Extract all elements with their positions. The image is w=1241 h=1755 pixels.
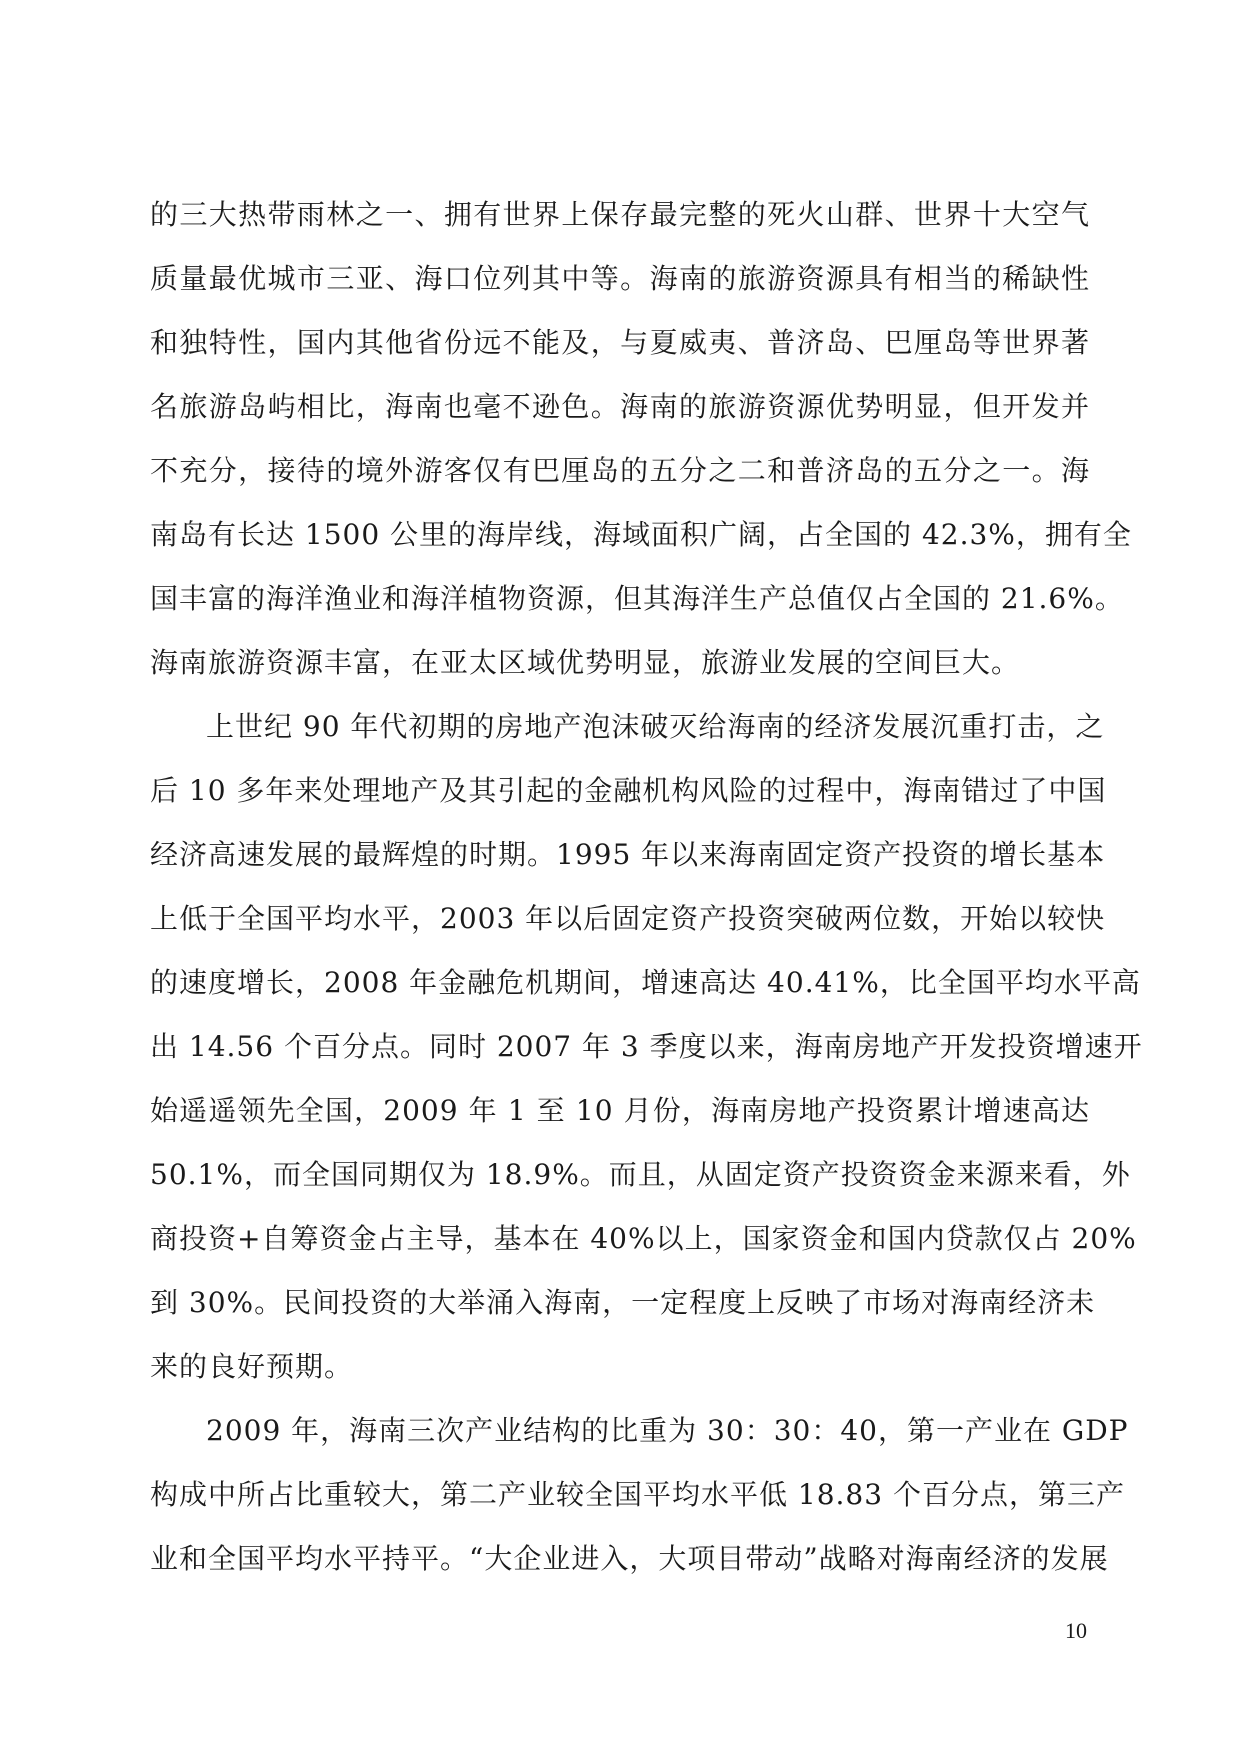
text-line: 业和全国平均水平持平。“大企业进入，大项目带动”战略对海南经济的发展 xyxy=(150,1542,1109,1575)
text-line: 后 10 多年来处理地产及其引起的金融机构风险的过程中，海南错过了中国 xyxy=(150,774,1107,807)
text-line: 的速度增长，2008 年金融危机期间，增速高达 40.41%，比全国平均水平高 xyxy=(150,966,1141,999)
text-line: 国丰富的海洋渔业和海洋植物资源，但其海洋生产总值仅占全国的 21.6%。 xyxy=(150,582,1124,615)
text-line: 的三大热带雨林之一、拥有世界上保存最完整的死火山群、世界十大空气 xyxy=(150,198,1090,231)
text-line: 构成中所占比重较大，第二产业较全国平均水平低 18.83 个百分点，第三产 xyxy=(150,1478,1125,1511)
text-line: 经济高速发展的最辉煌的时期。1995 年以来海南固定资产投资的增长基本 xyxy=(150,838,1106,871)
text-line: 不充分，接待的境外游客仅有巴厘岛的五分之二和普济岛的五分之一。海 xyxy=(150,454,1090,487)
text-line: 来的良好预期。 xyxy=(150,1350,354,1383)
text-line: 到 30%。民间投资的大举涌入海南，一定程度上反映了市场对海南经济未 xyxy=(150,1286,1096,1319)
page-number: 10 xyxy=(1065,1618,1087,1643)
text-line: 质量最优城市三亚、海口位列其中等。海南的旅游资源具有相当的稀缺性 xyxy=(150,262,1090,295)
text-line: 南岛有长达 1500 公里的海岸线，海域面积广阔，占全国的 42.3%，拥有全 xyxy=(150,518,1132,551)
text-line: 2009 年，海南三次产业结构的比重为 30：30：40，第一产业在 GDP xyxy=(206,1414,1129,1447)
text-line: 名旅游岛屿相比，海南也毫不逊色。海南的旅游资源优势明显，但开发并 xyxy=(150,390,1090,423)
text-line: 商投资+自筹资金占主导，基本在 40%以上，国家资金和国内贷款仅占 20% xyxy=(150,1222,1137,1255)
text-line: 海南旅游资源丰富，在亚太区域优势明显，旅游业发展的空间巨大。 xyxy=(150,646,1021,679)
text-line: 上低于全国平均水平，2003 年以后固定资产投资突破两位数，开始以较快 xyxy=(150,902,1106,935)
text-line: 50.1%，而全国同期仅为 18.9%。而且，从固定资产投资资金来源来看，外 xyxy=(150,1158,1131,1191)
text-line: 出 14.56 个百分点。同时 2007 年 3 季度以来，海南房地产开发投资增速开 xyxy=(150,1030,1143,1063)
text-line: 始遥遥领先全国，2009 年 1 至 10 月份，海南房地产投资累计增速高达 xyxy=(150,1094,1090,1127)
text-line: 上世纪 90 年代初期的房地产泡沫破灭给海南的经济发展沉重打击，之 xyxy=(206,710,1105,743)
text-line: 和独特性，国内其他省份远不能及，与夏威夷、普济岛、巴厘岛等世界著 xyxy=(150,326,1090,359)
body-text xyxy=(150,183,1143,1591)
